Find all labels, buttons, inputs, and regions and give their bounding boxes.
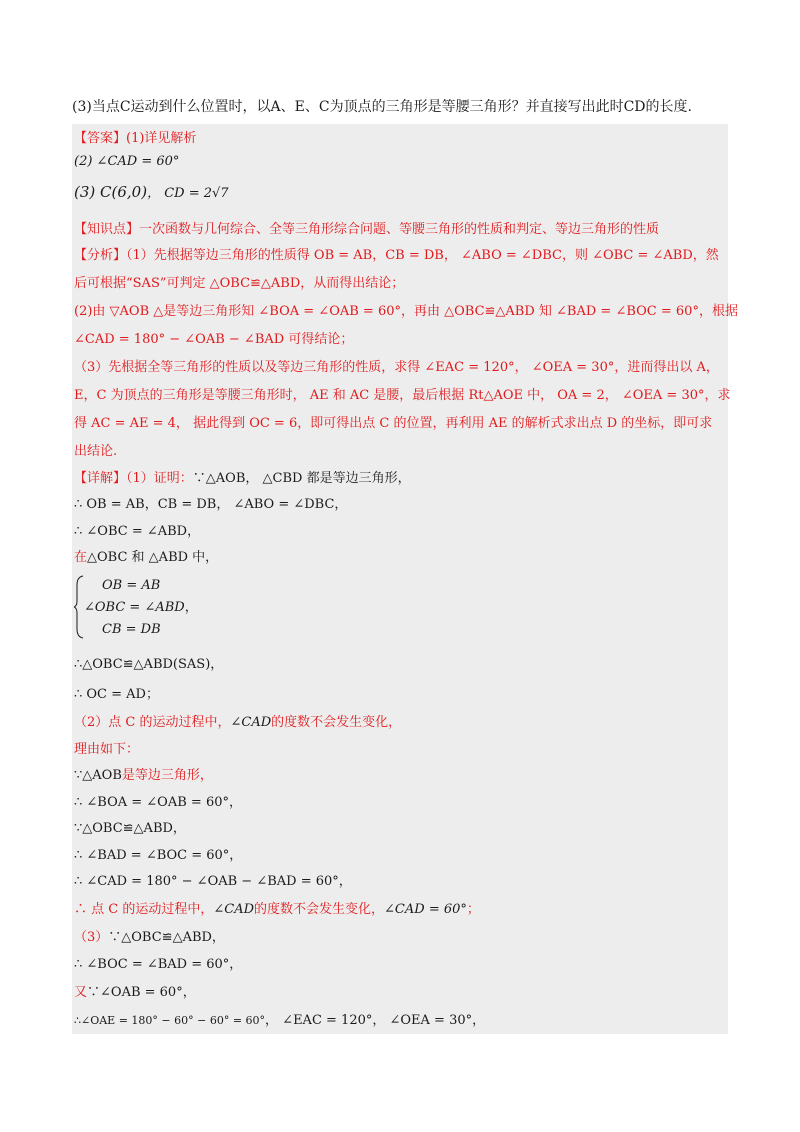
detail-l1-math: ∵△AOB， △CBD 都是等边三角形， xyxy=(192,471,411,486)
system-eq-3: CB = DB xyxy=(102,622,161,637)
detail-l9-math: ∵△AOB xyxy=(74,768,122,783)
analysis-p1-l1: （1）先根据等边三角形的性质得 OB = AB，CB = DB， ∠ABO = ∠DBC，则 ∠OBC = ∠ABD，然 xyxy=(126,248,719,263)
system-eq-1: OB = AB xyxy=(102,578,161,593)
analysis-line-7: 得 AC = AE = 4， 据此得到 OC = 6，即可得出点 C 的位置，再利用 AE 的解析式求出点 D 的坐标，即可求 xyxy=(74,416,713,431)
answer-line-1 xyxy=(74,130,196,148)
detail-line-6: ∴ OC = AD； xyxy=(74,687,159,702)
detail-line-18 xyxy=(74,1012,485,1030)
detail-l15-math: ∵△OBC≌△ABD， xyxy=(108,930,225,945)
detail-part-1-label: （1）证明： xyxy=(126,471,193,486)
detail-l9-suffix: 是等边三角形， xyxy=(121,768,213,783)
detail-line-2: ∴ OB = AB，CB = DB， ∠ABO = ∠DBC， xyxy=(74,497,348,512)
detail-line-15 xyxy=(74,929,225,947)
analysis-line-8: 出结论. xyxy=(74,444,118,459)
detail-l14-prefix: ∴ 点 C 的运动过程中， xyxy=(74,902,214,917)
analysis-line-6: E，C 为顶点的三角形是等腰三角形时， AE 和 AC 是腰，最后根据 Rt△AOE 中， OA = 2， ∠OEA = 30°，求 xyxy=(74,388,731,403)
detail-line-9 xyxy=(74,767,213,785)
analysis-line-3: (2)由 ▽AOB △是等边三角形知 ∠BOA = ∠OAB = 60°，再由 △OBC≌△ABD 知 ∠BAD = ∠BOC = 60°，根据 xyxy=(74,304,738,319)
detail-line-14 xyxy=(74,901,480,919)
knowledge-tag: 【知识点】 xyxy=(74,222,140,237)
detail-line-1 xyxy=(74,470,411,488)
detail-line-17 xyxy=(74,984,196,1002)
detail-l4-prefix: 在 xyxy=(74,550,88,565)
detail-line-13: ∴ ∠CAD = 180° − ∠OAB − ∠BAD = 60°， xyxy=(74,874,352,889)
detail-line-3: ∴ ∠OBC = ∠ABD， xyxy=(74,524,201,539)
analysis-line-4: ∠CAD = 180° − ∠OAB − ∠BAD 可得结论； xyxy=(74,332,354,347)
analysis-line-1 xyxy=(74,247,719,265)
detail-l18-rest: ， ∠EAC = 120°， ∠OEA = 30°， xyxy=(265,1013,486,1028)
detail-l7-math: ∠CAD xyxy=(230,715,272,730)
detail-line-8: 理由如下： xyxy=(74,742,140,757)
detail-l7-suffix: 的度数不会发生变化， xyxy=(271,715,402,730)
detail-l17-prefix: 又 xyxy=(74,985,88,1000)
system-eq-2-comma: ， xyxy=(184,600,198,615)
detail-line-11: ∵△OBC≌△ABD， xyxy=(74,821,186,836)
analysis-line-2: 后可根据“SAS”可判定 △OBC≌△ABD，从而得出结论； xyxy=(74,276,405,291)
system-eq-2: ∠OBC = ∠ABD xyxy=(84,600,185,615)
knowledge-text: 一次函数与几何综合、全等三角形综合问题、等腰三角形的性质和判定、等边三角形的性质 xyxy=(139,222,660,237)
answer-part-3-length: ， CD = 2√7 xyxy=(147,186,229,201)
system-eq-2-row xyxy=(84,599,198,617)
answer-line-2 xyxy=(74,153,179,171)
detail-line-12: ∴ ∠BAD = ∠BOC = 60°， xyxy=(74,848,243,863)
detail-part-3-label: （3） xyxy=(74,930,109,945)
answer-part-1: (1)详见解析 xyxy=(126,131,197,146)
detail-line-4 xyxy=(74,549,218,567)
detail-l18-small: ∴∠OAE = 180° − 60° − 60° = 60° xyxy=(74,1014,266,1027)
detail-l14-end: ； xyxy=(466,902,480,917)
knowledge-line xyxy=(74,221,659,239)
equation-system xyxy=(74,575,234,645)
detail-line-10: ∴ ∠BOA = ∠OAB = 60°， xyxy=(74,795,242,810)
detail-l14-result: ∠CAD = 60° xyxy=(384,902,467,917)
detail-line-16: ∴ ∠BOC = ∠BAD = 60°， xyxy=(74,957,243,972)
analysis-line-5: （3）先根据全等三角形的性质以及等边三角形的性质，求得 ∠EAC = 120°， ∠OEA = 30°，进而得出以 A， xyxy=(74,360,719,375)
detail-part-2-label: （2）点 C 的运动过程中， xyxy=(74,715,231,730)
answer-tag: 【答案】 xyxy=(74,131,127,146)
analysis-tag: 【分析】 xyxy=(74,248,127,263)
left-brace-icon xyxy=(74,575,84,639)
detail-l17-math: ∵∠OAB = 60°， xyxy=(87,985,196,1000)
answer-part-2: (2) ∠CAD = 60° xyxy=(74,154,180,169)
detail-line-7 xyxy=(74,714,401,732)
answer-part-3-point: (3) C(6,0) xyxy=(74,183,148,201)
detail-line-5: ∴△OBC≌△ABD(SAS)， xyxy=(74,657,224,672)
detail-l14-mid: 的度数不会发生变化， xyxy=(254,902,385,917)
answer-line-3 xyxy=(74,183,229,203)
question-text: (3)当点C运动到什么位置时，以A、E、C为顶点的三角形是等腰三角形？并直接写出此时CD的长度. xyxy=(72,99,692,115)
detail-l4-math: △OBC 和 △ABD 中， xyxy=(87,550,219,565)
detail-tag: 【详解】 xyxy=(74,471,127,486)
detail-l14-math: ∠CAD xyxy=(213,902,255,917)
